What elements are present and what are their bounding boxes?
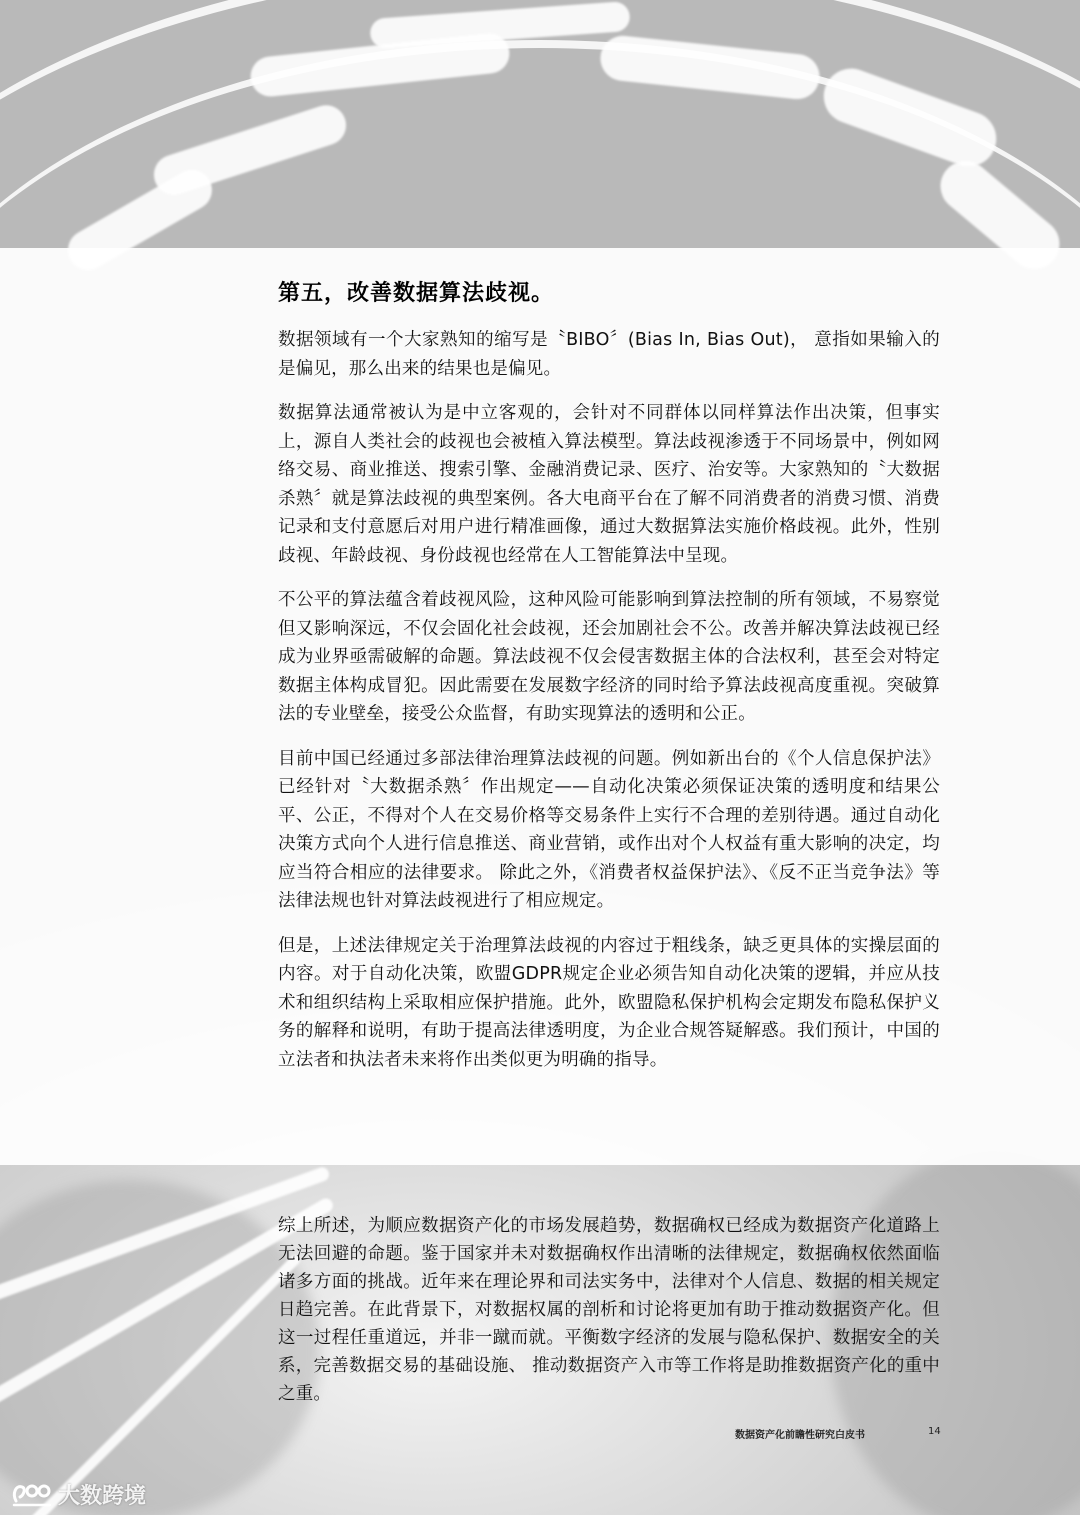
watermark <box>10 1478 146 1510</box>
section-heading: 第五，改善数据算法歧视。 <box>278 281 555 306</box>
brand-logo-icon <box>10 1479 54 1509</box>
body-text <box>278 326 940 1090</box>
paragraph-unfair-algorithm: 不公平的算法蕴含着歧视风险，这种风险可能影响到算法控制的所有领域，不易察觉但又影响深远，不仅会固化社会歧视，还会加剧社会不公。改善并解决算法歧视已经成为业界亟需破解的命题。算法歧视不仅会侵害数据主体的合法权利，甚至会对特定数据主体构成冒犯。因此需要在发展数字经济的同时给予算法歧视高度重视。突破算法的专业壁垒，接受公众监督，有助实现算法的透明和公正。 <box>278 590 940 724</box>
paragraph-algorithm-bias: 数据算法通常被认为是中立客观的，会针对不同群体以同样算法作出决策，但事实上，源自人类社会的歧视也会被植入算法模型。算法歧视渗透于不同场景中，例如网络交易、商业推送、搜索引擎、金融消费记录、医疗、治安等。大家熟知的〝大数据杀熟〞就是算法歧视的典型案例。各大电商平台在了解不同消费者的消费习惯、消费记录和支付意愿后对用户进行精准画像，通过大数据算法实施价格歧视。此外，性别歧视、年龄歧视、身份歧视也经常在人工智能算法中呈现。 <box>278 403 940 566</box>
paragraph-china-law: 目前中国已经通过多部法律治理算法歧视的问题。例如新出台的《个人信息保护法》已经针对〝大数据杀熟〞作出规定——自动化决策必须保证决策的透明度和结果公平、公正，不得对个人在交易价格等交易条件上实行不合理的差别待遇。通过自动化决策方式向个人进行信息推送、商业营销，或作出对个人权益有重大影响的决定，均应当符合相应的法律要求。 除此之外，《消费者权益保护法》、《反不正当竞争法》等法律法规也针对算法歧视进行了相应规定。 <box>278 748 940 911</box>
footer-document-title: 数据资产化前瞻性研究白皮书 <box>735 1430 865 1441</box>
watermark-text: 大数跨境 <box>58 1483 147 1509</box>
page-number: 14 <box>928 1426 941 1437</box>
paragraph-gdpr: 但是，上述法律规定关于治理算法歧视的内容过于粗线条，缺乏更具体的实操层面的内容。对于自动化决策，欧盟GDPR规定企业必须告知自动化决策的逻辑，并应从技术和组织结构上采取相应保护措施。此外，欧盟隐私保护机构会定期发布隐私保护义务的解释和说明，有助于提高法律透明度，为企业合规答疑解惑。我们预计，中国的立法者和执法者未来将作出类似更为明确的指导。 <box>278 935 940 1070</box>
summary-paragraph: 综上所述，为顺应数据资产化的市场发展趋势，数据确权已经成为数据资产化道路上无法回避的命题。鉴于国家并未对数据确权作出清晰的法律规定，数据确权依然面临诸多方面的挑战。近年来在理论界和司法实务中，法律对个人信息、数据的相关规定日趋完善。在此背景下，对数据权属的剖析和讨论将更加有助于推动数据资产化。但这一过程任重道远，并非一蹴而就。平衡数字经济的发展与隐私保护、数据安全的关系，完善数据交易的基础设施、 推动数据资产入市等工作将是助推数据资产化的重中之重。 <box>278 1216 940 1404</box>
paragraph-bibo: 数据领域有一个大家熟知的缩写是〝BIBO〞(Bias In, Bias Out)， 意指如果输入的是偏见，那么出来的结果也是偏见。 <box>278 330 940 379</box>
